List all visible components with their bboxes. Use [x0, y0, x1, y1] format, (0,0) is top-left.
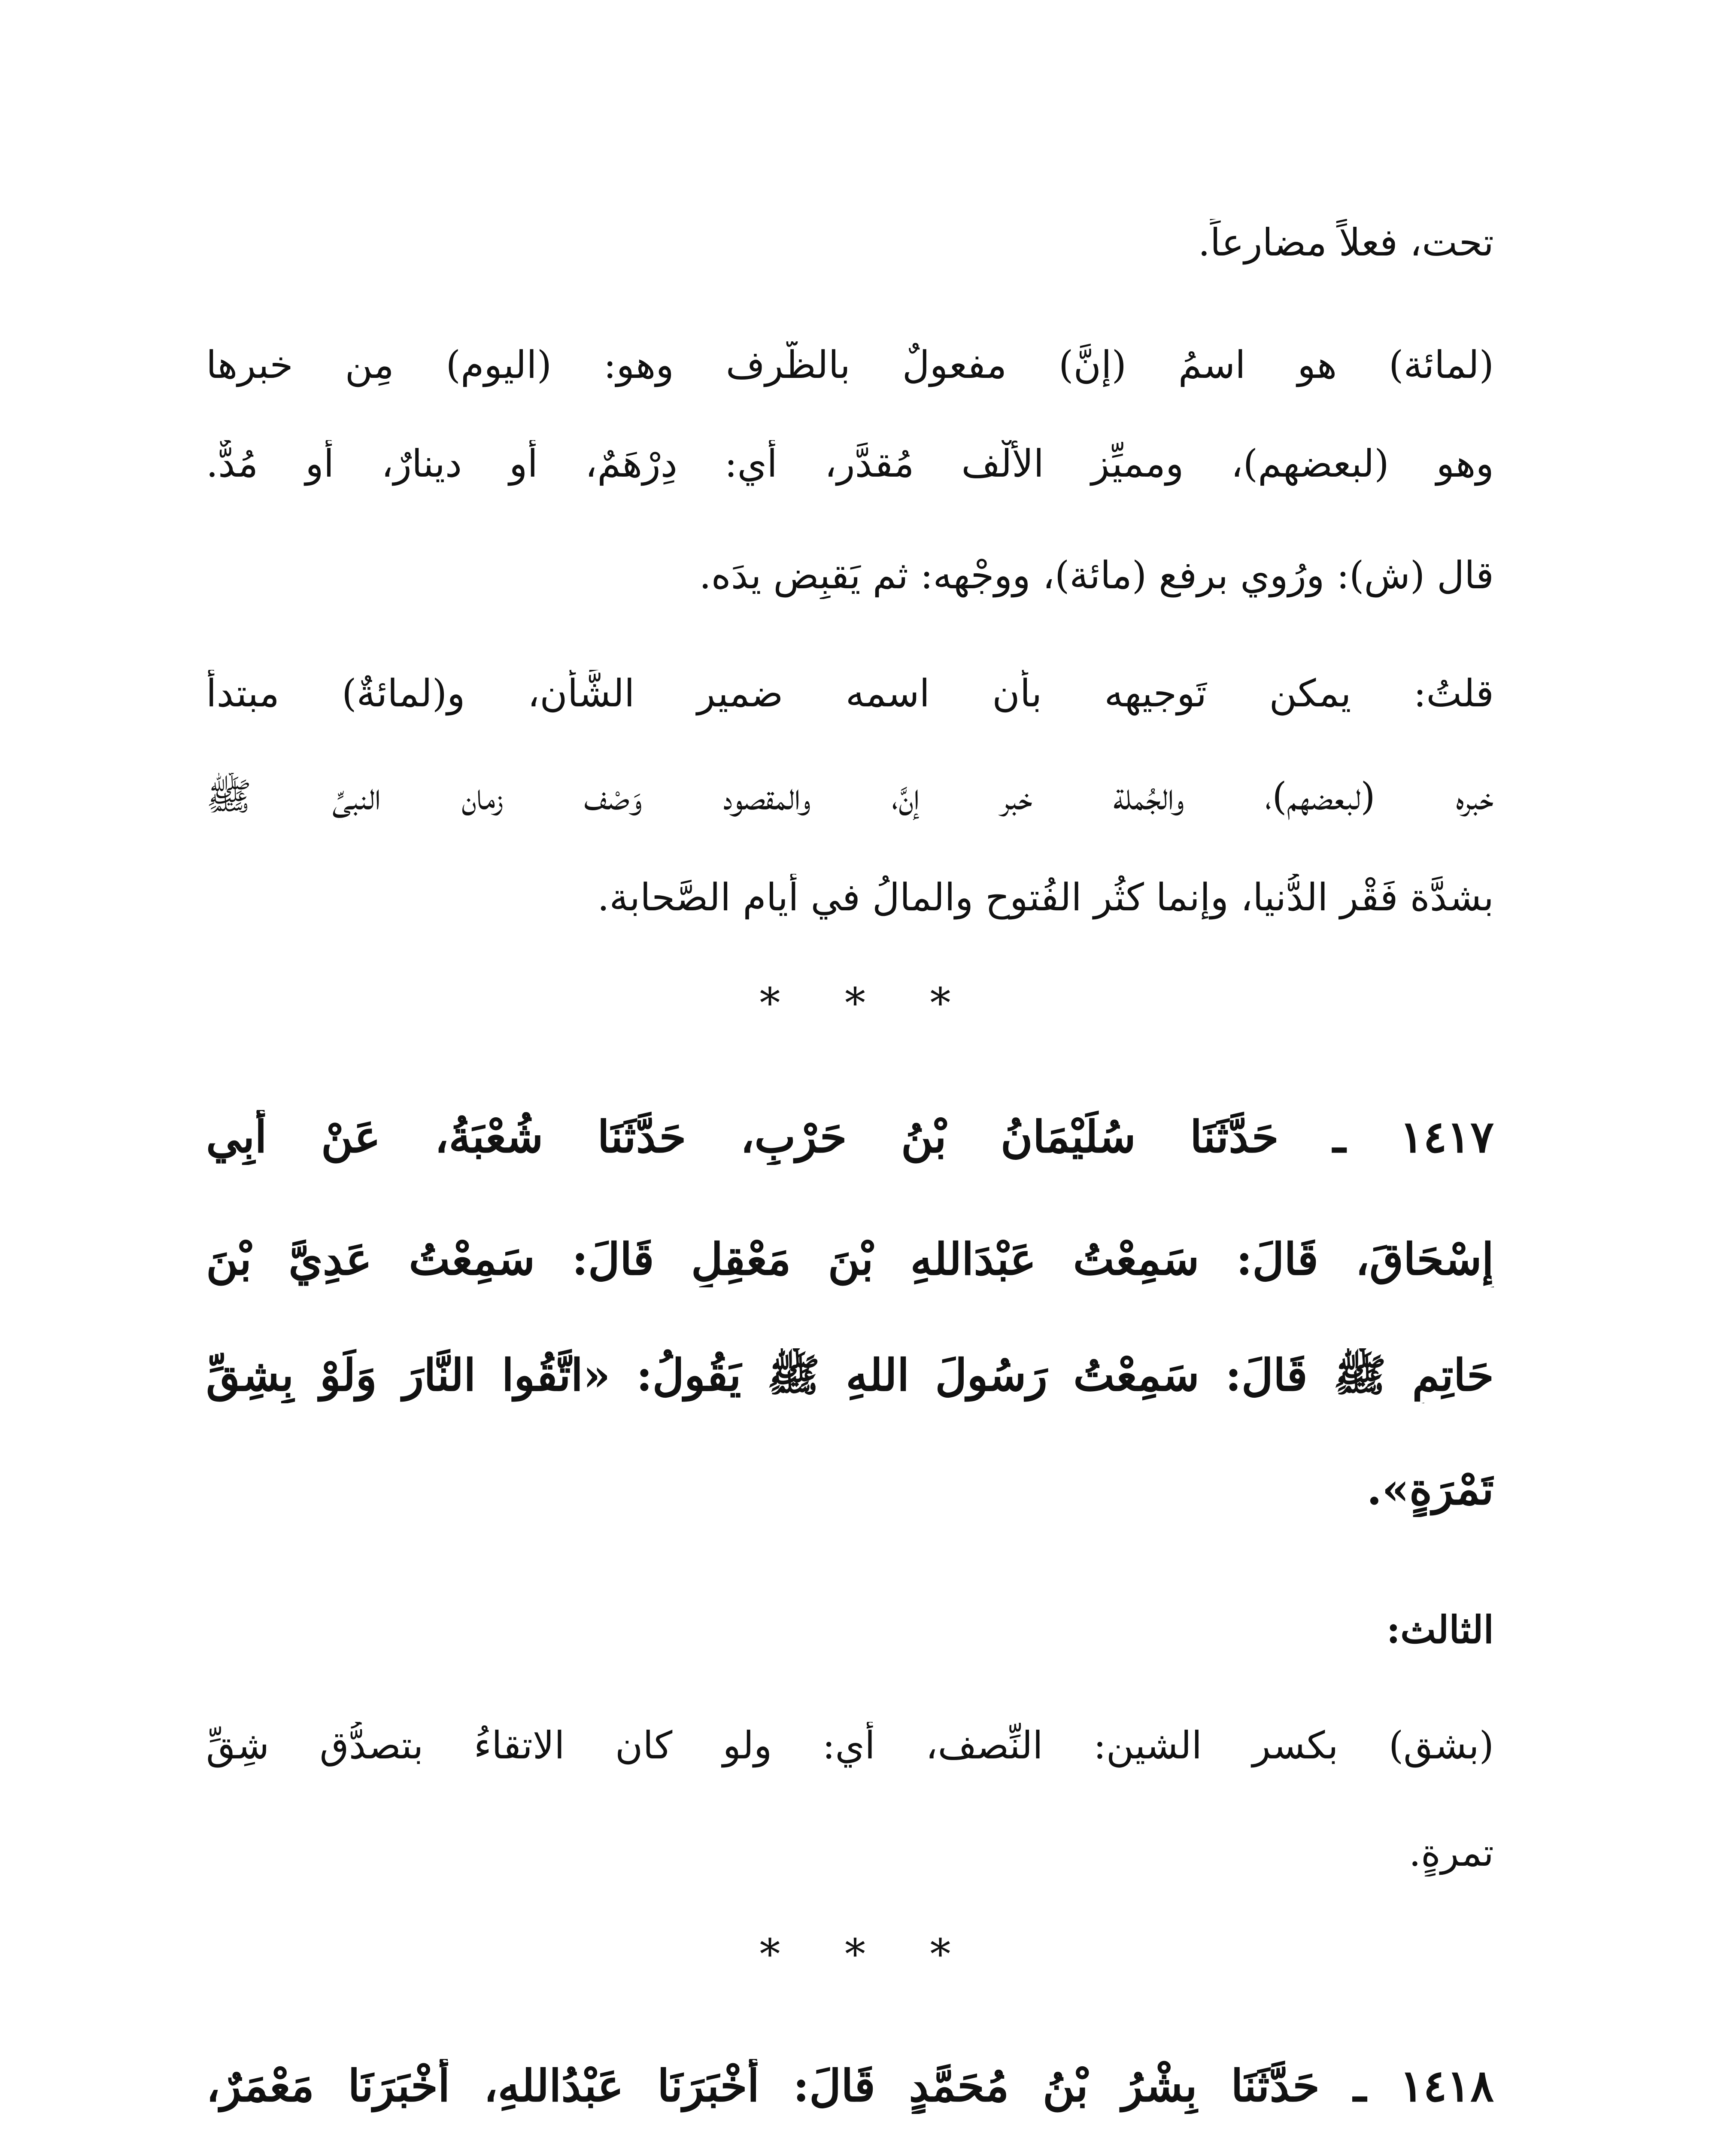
hadith-1417-line-3: حَاتِمٍ ﷺ قَالَ: سَمِعْتُ رَسُولَ اللهِ ﷺ يَقُولُ: «اتَّقُوا النَّارَ وَلَوْ بِشِقِّ	[206, 1350, 1494, 1401]
section-separator: * * *	[759, 1930, 977, 1978]
commentary-line-7: بشدَّة فَقْر الدُّنيا، وإنما كثُر الفُتوح والمالُ في أيام الصَّحابة.	[597, 875, 1494, 919]
commentary-line-6: خبره (لبعضهم)، والجُملة خبر إنَّ، والمقصود وَصْف زمان النبيِّ ﷺ	[206, 774, 1494, 818]
section-label: الثالث:	[1386, 1607, 1494, 1652]
commentary-line-2: (لمائة) هو اسمُ (إنَّ) مفعولٌ بالظَّرف وهو: (اليوم) مِن خبرها	[206, 343, 1494, 387]
commentary-third-line-1: (بشق) بكسر الشين: النِّصف، أي: ولو كان الاتقاءُ بتصدُّق شِقِّ	[206, 1723, 1494, 1767]
commentary-line-5: قلتُ: يمكن تَوجيهه بأن اسمه ضمير الشَّأن، و(لمائةٌ) مبتدأٌ	[206, 671, 1494, 715]
commentary-line-3: وهو (لبعضهم)، ومميِّز الألْف مُقدَّر، أي: دِرْهَمٌ، أو دينارٌ، أو مُدٌّ.	[206, 441, 1494, 486]
hadith-1417-line-4: تَمْرَةٍ».	[1366, 1463, 1494, 1515]
hadith-1417-line-2: إِسْحَاقَ، قَالَ: سَمِعْتُ عَبْدَاللهِ بْنَ مَعْقِلٍ قَالَ: سَمِعْتُ عَدِيَّ بْنَ	[206, 1234, 1494, 1285]
commentary-line-4: قال (ش): ورُوي برفع (مائة)، ووجْهه: ثم يَقبِض يدَه.	[699, 553, 1494, 597]
commentary-line-1: تحت، فعلاً مضارعاً.	[1198, 220, 1494, 265]
commentary-third-line-2: تمرةٍ.	[1409, 1831, 1494, 1875]
section-separator: * * *	[759, 979, 977, 1027]
hadith-1417-line-1: ١٤١٧ ـ حَدَّثَنَا سُلَيْمَانُ بْنُ حَرْبٍ، حَدَّثَنَا شُعْبَةُ، عَنْ أَبِي	[206, 1111, 1494, 1163]
hadith-1418-line-1: ١٤١٨ ـ حَدَّثَنَا بِشْرُ بْنُ مُحَمَّدٍ قَالَ: أَخْبَرَنَا عَبْدُاللهِ، أَخْبَرَنَا مَعْمَرٌ،	[206, 2060, 1494, 2112]
